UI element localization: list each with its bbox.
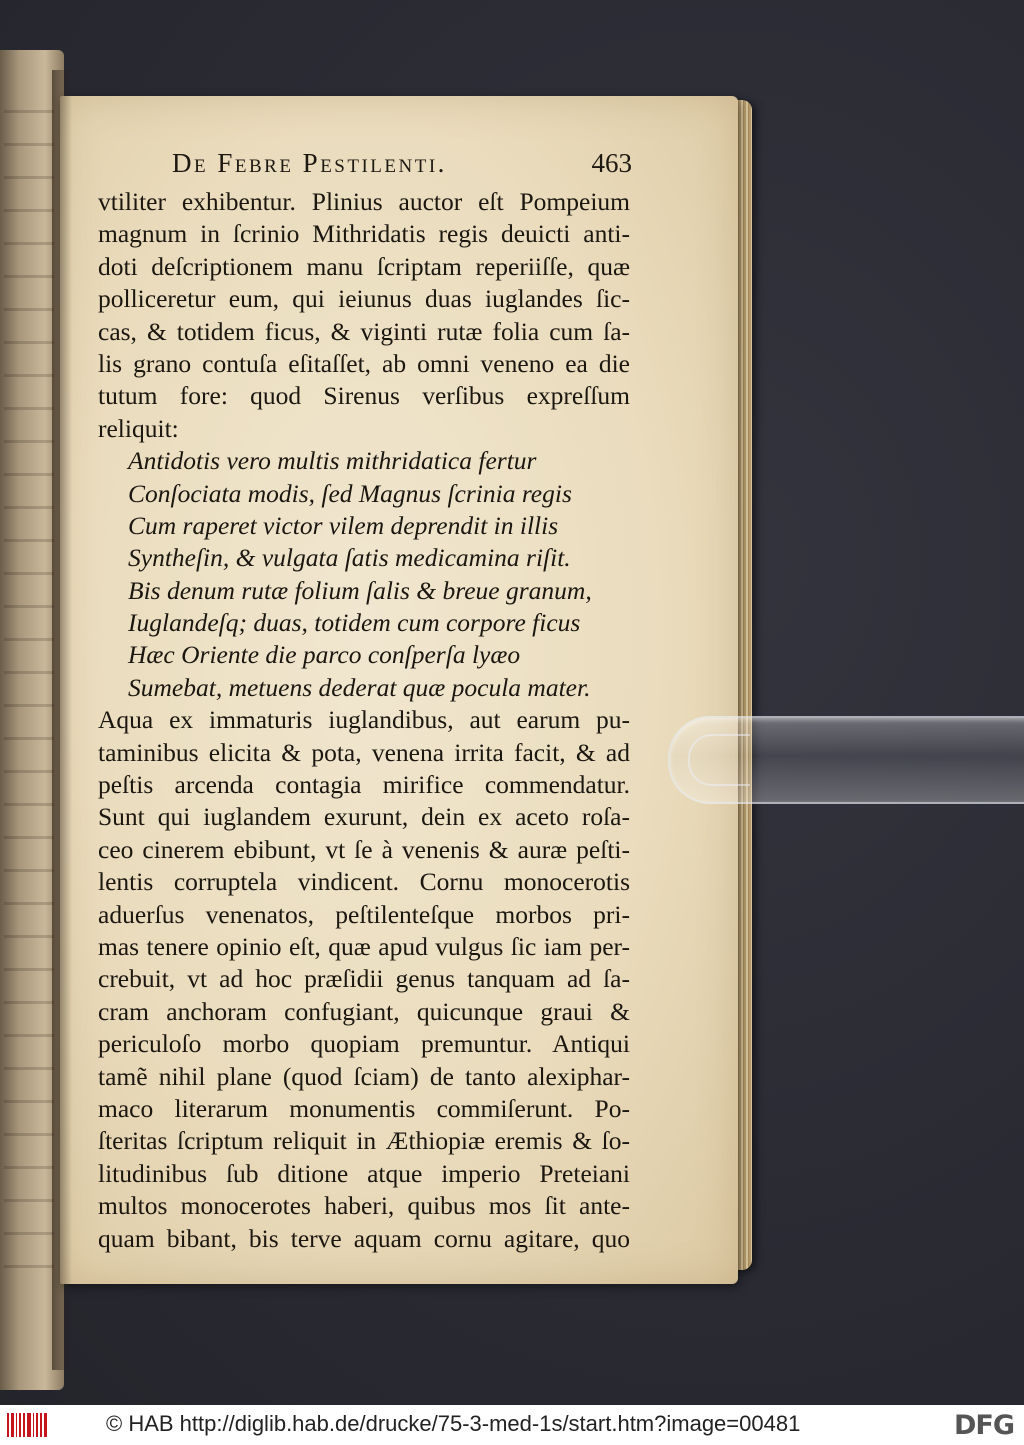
viewer-footer: [0, 1405, 1024, 1445]
text-line: multos monocerotes haberi, quibus mos ſit ante-: [98, 1191, 630, 1221]
text-line: litudinibus ſub ditione atque imperio Preteiani: [98, 1158, 630, 1188]
running-head: [172, 144, 642, 184]
page-number: 463: [591, 148, 632, 178]
dfg-logo: DFG: [953, 1410, 1014, 1441]
verse-line: Hæc Oriente die parco conſperſa lyæo: [128, 640, 521, 670]
text-line: cas, & totidem ficus, & viginti rutæ folia cum ſa-: [98, 316, 630, 346]
text-line: polliceretur eum, qui ieiunus duas iuglandes ſic-: [98, 284, 630, 314]
copyright-link[interactable]: © HAB http://diglib.hab.de/drucke/75-3-med-1s/start.htm?image=00481: [106, 1411, 801, 1436]
text-line: magnum in ſcrinio Mithridatis regis deuicti anti-: [98, 219, 630, 249]
text-line: ſteritas ſcriptum reliquit in Æthiopiæ eremis & ſo-: [98, 1126, 630, 1156]
verse-line: Bis denum rutæ folium ſalis & breue granum,: [128, 575, 592, 605]
verse-line: Conſociata modis, ſed Magnus ſcrinia regis: [128, 478, 572, 508]
text-line: tamẽ nihil plane (quod ſciam) de tanto alexiphar-: [98, 1061, 630, 1091]
text-line: ceo cinerem ebibunt, vt ſe à venenis & auræ peſti-: [98, 834, 630, 864]
text-line: tutum fore: quod Sirenus verſibus expreſſum: [98, 381, 630, 411]
running-title: De Febre Pestilenti.: [172, 148, 447, 178]
text-line: lentis corruptela vindicent. Cornu monocerotis: [98, 867, 630, 897]
text-block: [98, 186, 630, 1255]
verse-line: Sumebat, metuens dederat quæ pocula mater.: [128, 672, 591, 702]
text-line: peſtis arcenda contagia mirifice commendatur.: [98, 770, 630, 800]
text-line: mas tenere opinio eſt, quæ apud vulgus ſic iam per-: [98, 931, 630, 961]
text-line: lis grano contuſa eſitaſſet, ab omni veneno ea die: [98, 348, 630, 378]
text-line: vtiliter exhibentur. Plinius auctor eſt Pompeium: [98, 187, 630, 216]
text-line: Sunt qui iuglandem exurunt, dein ex aceto roſa-: [98, 802, 630, 832]
verse-line: Iuglandeſq; duas, totidem cum corpore ficus: [128, 608, 581, 638]
clear-bookmark-strip: [668, 716, 1024, 804]
text-line: cram anchoram confugiant, quicunque graui &: [98, 996, 630, 1026]
text-line: Aqua ex immaturis iuglandibus, aut earum pu-: [98, 705, 630, 735]
gutter-shadow: [52, 70, 72, 1370]
text-line: doti deſcriptionem manu ſcriptam reperiiſſe, quæ: [98, 251, 630, 281]
text-line: periculoſo morbo quopiam premuntur. Antiqui: [98, 1029, 630, 1059]
text-line: maco literarum monumentis commiſerunt. Po-: [98, 1093, 630, 1123]
text-line: quam bibant, bis terve aquam cornu agitare, quo: [98, 1223, 630, 1253]
text-line: crebuit, vt ad hoc præſidii genus tanquam ad ſa-: [98, 964, 630, 994]
text-line: reliquit:: [98, 413, 179, 443]
barcode-icon: [7, 1413, 47, 1437]
verse-line: Cum raperet victor vilem deprendit in illis: [128, 510, 559, 540]
text-line: taminibus elicita & pota, venena irrita facit, & ad: [98, 737, 630, 767]
verse-line: Syntheſin, & vulgata ſatis medicamina riſit.: [128, 543, 571, 573]
verse-line: Antidotis vero multis mithridatica fertur: [128, 446, 537, 476]
text-line: aduerſus venenatos, peſtilenteſque morbos pri-: [98, 899, 630, 929]
